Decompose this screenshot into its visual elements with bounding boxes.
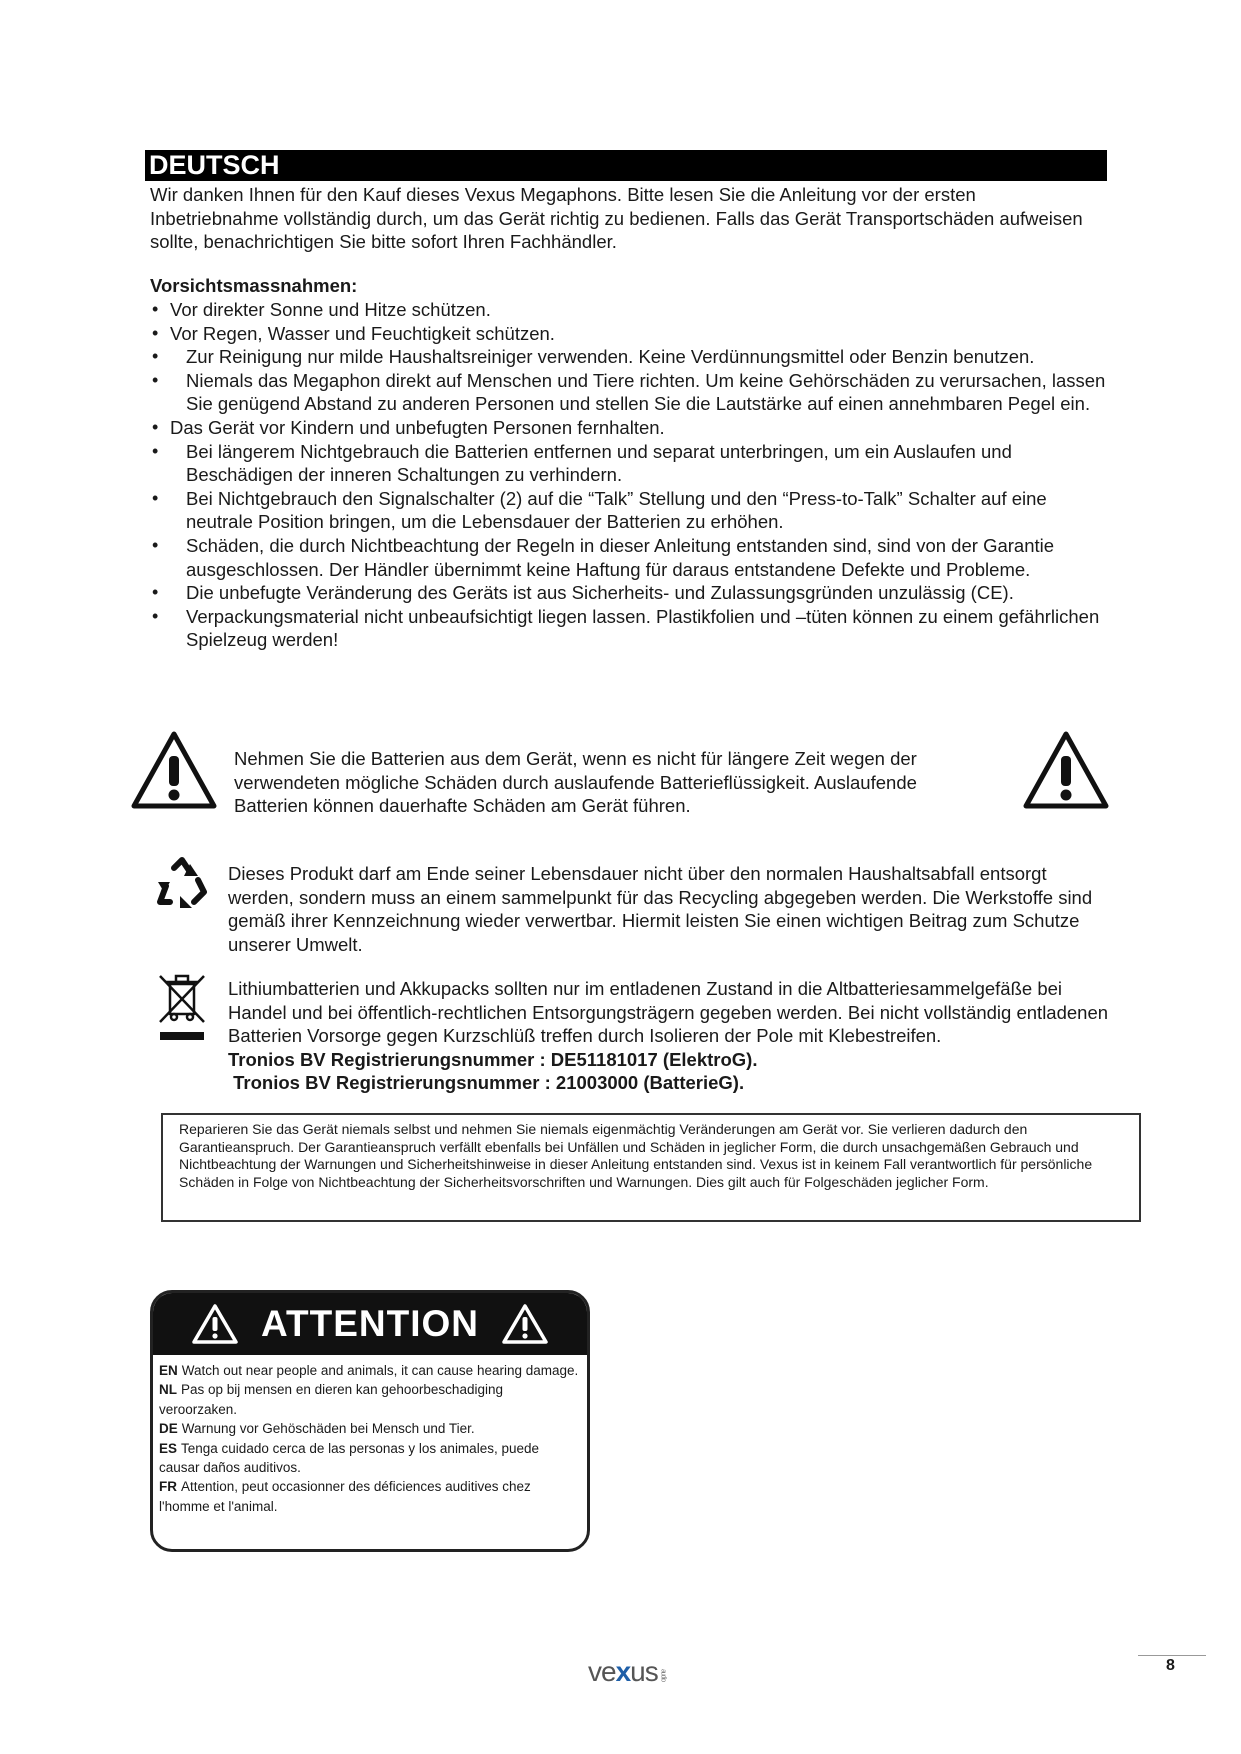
list-item: • Zur Reinigung nur milde Haushaltsreiniger verwenden. Keine Verdünnungsmittel oder Benzin benutzen. (150, 345, 1110, 369)
registration-number-batterieg: Tronios BV Registrierungsnummer : 21003000 (BatterieG). (228, 1072, 745, 1094)
recycle-icon (152, 856, 212, 912)
attention-line-es: ES Tenga cuidado cerca de las personas y los animales, puede causar daños auditivos. (159, 1440, 539, 1476)
warning-triangle-icon (1022, 730, 1110, 810)
attention-line-de: DE Warnung vor Gehöschäden bei Mensch und Tier. (159, 1421, 475, 1437)
battery-disposal-text: Lithiumbatterien und Akkupacks sollten nur im entladenen Zustand in die Altbatteriesammelgefäße bei Handel und bei öffentlich-rechtlichen Entsorgungsträgern gegeben werden. Bei nicht vollständig entladenen Batterien Vorsorge gegen Kurzschlüß treffen durch Isolieren der Pole mit Klebestreifen. (228, 978, 1109, 1047)
list-item: • Vor Regen, Wasser und Feuchtigkeit schützen. (150, 322, 1110, 346)
warning-triangle-icon (501, 1303, 549, 1345)
footer-rule (1138, 1655, 1206, 1656)
precautions-heading: Vorsichtsmassnahmen: (150, 275, 358, 296)
attention-title: ATTENTION (261, 1303, 479, 1344)
attention-header (153, 1293, 587, 1355)
list-item: • Bei längerem Nichtgebrauch die Batterien entfernen und separat unterbringen, um ein Auslaufen und Beschädigen der inneren Schaltungen zu verhindern. (150, 440, 1110, 487)
warranty-disclaimer: Reparieren Sie das Gerät niemals selbst und nehmen Sie niemals eigenmächtig Veränderungen am Gerät vor. Sie verlieren dadurch den Garantieanspruch. Der Garantieanspruch verfällt ebenfalls bei Unfällen und Schäden in jeglicher Form, die durch unsachgemäßen Gebrauch und Nichtbeachtung der Warnungen und Sicherheitshinweise in dieser Anleitung entstanden sind. Vexus ist in keinem Fall verantwortlich für persönliche Schäden in Folge von Nichtbeachtung der Sicherheitsvorschriften und Warnungen. Dies gilt auch für Folgeschäden jeglicher Form. (161, 1113, 1141, 1222)
attention-line-fr: FR Attention, peut occasionner des déficiences auditives chez l'homme et l'animal. (159, 1479, 531, 1514)
list-item: • Das Gerät vor Kindern und unbefugten Personen fernhalten. (150, 416, 1110, 440)
list-item: • Die unbefugte Veränderung des Geräts ist aus Sicherheits- und Zulassungsgründen unzulässig (CE). (150, 581, 1110, 605)
recycling-text: Dieses Produkt darf am Ende seiner Lebensdauer nicht über den normalen Haushaltsabfall entsorgt werden, sondern muss an einem sammelpunkt für das Recycling abgegeben werden. Die Werkstoffe sind gemäß ihrer Kennzeichnung wieder verwertbar. Hiermit leisten Sie einen wichtigen Beitrag zum Schutze unserer Umwelt. (228, 863, 1093, 955)
battery-warning-text: Nehmen Sie die Batterien aus dem Gerät, wenn es nicht für längere Zeit wegen der verwendeten mögliche Schäden durch auslaufende Batterieflüssigkeit. Auslaufende Batterien können dauerhafte Schäden am Gerät führen. (234, 748, 917, 817)
crossed-bin-icon (156, 972, 208, 1044)
warning-triangle-icon (130, 730, 218, 810)
precautions-list (150, 298, 1110, 652)
intro-paragraph: Wir danken Ihnen für den Kauf dieses Vexus Megaphons. Bitte lesen Sie die Anleitung vor der ersten Inbetriebnahme vollständig durch, um das Gerät richtig zu bedienen. Falls das Gerät Transportschäden aufweisen sollte, benachrichtigen Sie bitte sofort Ihren Fachhändler. (150, 184, 1083, 253)
registration-number-elektrog: Tronios BV Registrierungsnummer : DE51181017 (ElektroG). (228, 1048, 758, 1070)
list-item: • Niemals das Megaphon direkt auf Menschen und Tiere richten. Um keine Gehörschäden zu verursachen, lassen Sie genügend Abstand zu anderen Personen und stellen Sie die Lautstärke auf einen annehmbaren Pegel ein. (150, 369, 1110, 416)
attention-line-nl: NL Pas op bij mensen en dieren kan gehoorbeschadiging veroorzaken. (159, 1382, 503, 1417)
section-title: DEUTSCH (145, 150, 1107, 181)
attention-text (153, 1355, 587, 1516)
list-item: • Verpackungsmaterial nicht unbeaufsichtigt liegen lassen. Plastikfolien und –tüten können zu einem gefährlichen Spielzeug werden! (150, 605, 1110, 652)
list-item: • Bei Nichtgebrauch den Signalschalter (2) auf die “Talk” Stellung und den “Press-to-Talk” Schalter auf eine neutrale Position bringen, um die Lebensdauer der Batterien zu erhöhen. (150, 487, 1110, 534)
list-item: • Schäden, die durch Nichtbeachtung der Regeln in dieser Anleitung entstanden sind, sind von der Garantie ausgeschlossen. Der Händler übernimmt keine Haftung für daraus entstandene Defekte und Probleme. (150, 534, 1110, 581)
attention-line-en: EN Watch out near people and animals, it can cause hearing damage. (159, 1363, 579, 1378)
vexus-logo: vexus audio (588, 1656, 667, 1687)
page-number: 8 (1166, 1657, 1175, 1674)
attention-label (150, 1290, 590, 1552)
battery-disposal-block (228, 977, 1118, 1095)
warning-triangle-icon (191, 1303, 239, 1345)
list-item: • Vor direkter Sonne und Hitze schützen. (150, 298, 1110, 322)
